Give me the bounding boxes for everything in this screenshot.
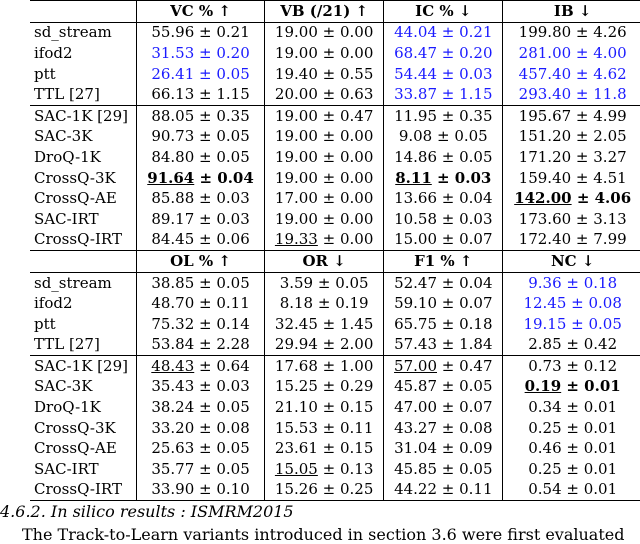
metric-cell: 44.04 ± 0.21 xyxy=(384,22,503,43)
metric-cell: 0.19 ± 0.01 xyxy=(524,377,621,396)
metric-cell: 32.45 ± 1.45 xyxy=(265,314,384,335)
column-header: IB ↓ xyxy=(503,1,640,23)
method-name: CrossQ-3K xyxy=(30,418,137,439)
table-row xyxy=(30,64,640,85)
metric-cell: 19.15 ± 0.05 xyxy=(523,314,622,333)
metric-cell: 31.53 ± 0.20 xyxy=(137,43,265,64)
method-name: CrossQ-AE xyxy=(30,438,137,459)
metric-cell: 8.11 ± 0.03 xyxy=(384,168,503,189)
metric-cell: 19.33 ± 0.00 xyxy=(265,230,384,251)
metric-cell: 13.66 ± 0.04 xyxy=(384,188,503,209)
metric-cell: 84.45 ± 0.06 xyxy=(137,230,265,251)
metric-cell: 15.25 ± 0.29 xyxy=(265,377,384,398)
metric-cell: 0.73 ± 0.12 xyxy=(503,356,640,377)
table-row xyxy=(30,438,640,459)
metric-cell: 199.80 ± 4.26 xyxy=(503,22,640,43)
metric-cell: 48.43 ± 0.64 xyxy=(137,356,265,377)
metric-cell: 89.17 ± 0.03 xyxy=(137,209,265,230)
metric-cell: 21.10 ± 0.15 xyxy=(265,397,384,418)
metric-cell: 20.00 ± 0.63 xyxy=(265,84,384,105)
metric-cell: 195.67 ± 4.99 xyxy=(503,105,640,126)
method-name: ptt xyxy=(30,314,137,335)
metric-cell: 171.20 ± 3.27 xyxy=(518,147,627,166)
metric-cell: 33.87 ± 1.15 xyxy=(384,84,503,105)
metric-cell: 0.54 ± 0.01 xyxy=(503,480,640,501)
metric-cell: 172.40 ± 7.99 xyxy=(518,230,627,249)
metric-cell: 88.05 ± 0.35 xyxy=(137,105,265,126)
metric-cell: 33.20 ± 0.08 xyxy=(137,418,265,439)
metric-cell: 173.60 ± 3.13 xyxy=(518,209,627,228)
method-name: SAC-1K [29] xyxy=(30,105,137,126)
method-name: DroQ-1K xyxy=(30,397,137,418)
metric-cell: 47.00 ± 0.07 xyxy=(384,397,503,418)
table-row xyxy=(30,127,640,148)
table-row xyxy=(30,84,640,105)
metric-cell: 9.08 ± 0.05 xyxy=(384,127,503,148)
metric-cell: 0.34 ± 0.01 xyxy=(528,398,618,417)
table-row xyxy=(30,209,640,230)
metric-cell: 17.00 ± 0.00 xyxy=(265,188,384,209)
metric-cell: 457.40 ± 4.62 xyxy=(518,64,627,83)
metric-cell: 0.25 ± 0.01 xyxy=(528,459,618,478)
method-name: TTL [27] xyxy=(30,335,137,356)
method-name: ifod2 xyxy=(30,293,137,314)
table-row xyxy=(30,22,640,43)
metric-cell: 17.68 ± 1.00 xyxy=(265,356,384,377)
method-name: TTL [27] xyxy=(30,84,137,105)
metric-cell: 68.47 ± 0.20 xyxy=(384,43,503,64)
metric-cell: 91.64 ± 0.04 xyxy=(137,168,265,189)
metric-cell: 19.00 ± 0.00 xyxy=(265,127,384,148)
metric-cell: 10.58 ± 0.03 xyxy=(384,209,503,230)
method-name: SAC-3K xyxy=(30,127,137,148)
metric-cell: 66.13 ± 1.15 xyxy=(137,84,265,105)
metric-cell: 0.46 ± 0.01 xyxy=(528,439,618,458)
metric-cell: 15.53 ± 0.11 xyxy=(265,418,384,439)
table-row xyxy=(30,188,640,209)
table-row xyxy=(30,230,640,251)
metric-cell: 29.94 ± 2.00 xyxy=(265,335,384,356)
metric-cell: 9.36 ± 0.18 xyxy=(503,272,640,293)
method-name: SAC-IRT xyxy=(30,209,137,230)
table-row xyxy=(30,272,640,293)
metric-cell: 3.59 ± 0.05 xyxy=(265,272,384,293)
metric-cell: 38.85 ± 0.05 xyxy=(137,272,265,293)
metric-cell: 14.86 ± 0.05 xyxy=(384,147,503,168)
metric-cell: 159.40 ± 4.51 xyxy=(518,168,627,187)
metric-cell: 15.05 ± 0.13 xyxy=(265,459,384,480)
method-name: SAC-IRT xyxy=(30,459,137,480)
method-name: CrossQ-AE xyxy=(30,188,137,209)
metric-cell: 65.75 ± 0.18 xyxy=(384,314,503,335)
table-row xyxy=(30,377,640,398)
table-row xyxy=(30,480,640,501)
column-header: OL % ↑ xyxy=(137,251,265,273)
metric-cell: 84.80 ± 0.05 xyxy=(137,147,265,168)
metric-cell: 35.77 ± 0.05 xyxy=(137,459,265,480)
metric-cell: 15.00 ± 0.07 xyxy=(384,230,503,251)
method-name: SAC-1K [29] xyxy=(30,356,137,377)
metric-cell: 19.00 ± 0.00 xyxy=(265,22,384,43)
metric-cell: 35.43 ± 0.03 xyxy=(137,377,265,398)
table-row xyxy=(30,314,640,335)
metric-cell: 31.04 ± 0.09 xyxy=(384,438,503,459)
metric-cell: 26.41 ± 0.05 xyxy=(137,64,265,85)
metric-cell: 0.25 ± 0.01 xyxy=(528,418,618,437)
metric-cell: 52.47 ± 0.04 xyxy=(384,272,503,293)
table-header-row xyxy=(30,1,640,23)
metric-cell: 11.95 ± 0.35 xyxy=(384,105,503,126)
metric-cell: 53.84 ± 2.28 xyxy=(137,335,265,356)
column-header: VB (/21) ↑ xyxy=(265,1,384,23)
method-name: DroQ-1K xyxy=(30,147,137,168)
metric-cell: 54.44 ± 0.03 xyxy=(384,64,503,85)
metric-cell: 151.20 ± 2.05 xyxy=(518,127,627,146)
table-row xyxy=(30,168,640,189)
metric-cell: 19.00 ± 0.00 xyxy=(265,147,384,168)
metric-cell: 19.00 ± 0.00 xyxy=(265,168,384,189)
method-name: CrossQ-IRT xyxy=(30,230,137,251)
metric-cell: 142.00 ± 4.06 xyxy=(514,189,632,208)
metric-cell: 90.73 ± 0.05 xyxy=(137,127,265,148)
method-name: sd_stream xyxy=(30,272,137,293)
metric-cell: 8.18 ± 0.19 xyxy=(265,293,384,314)
metric-cell: 55.96 ± 0.21 xyxy=(137,22,265,43)
column-header: VC % ↑ xyxy=(137,1,265,23)
table-row xyxy=(30,105,640,126)
results-table xyxy=(30,0,640,501)
metric-cell: 19.00 ± 0.00 xyxy=(265,43,384,64)
metric-cell: 281.00 ± 4.00 xyxy=(518,43,627,62)
column-header xyxy=(30,1,137,23)
column-header: OR ↓ xyxy=(265,251,384,273)
metric-cell: 15.26 ± 0.25 xyxy=(265,480,384,501)
table-row xyxy=(30,147,640,168)
metric-cell: 59.10 ± 0.07 xyxy=(384,293,503,314)
method-name: sd_stream xyxy=(30,22,137,43)
metric-cell: 45.87 ± 0.05 xyxy=(384,377,503,398)
metric-cell: 48.70 ± 0.11 xyxy=(137,293,265,314)
metric-cell: 33.90 ± 0.10 xyxy=(137,480,265,501)
column-header: IC % ↓ xyxy=(384,1,503,23)
table-row xyxy=(30,293,640,314)
metric-cell: 19.40 ± 0.55 xyxy=(265,64,384,85)
table-row xyxy=(30,459,640,480)
method-name: ifod2 xyxy=(30,43,137,64)
metric-cell: 19.00 ± 0.47 xyxy=(265,105,384,126)
method-name: SAC-3K xyxy=(30,377,137,398)
table-row xyxy=(30,43,640,64)
column-header: NC ↓ xyxy=(503,251,640,273)
metric-cell: 45.85 ± 0.05 xyxy=(384,459,503,480)
table-row xyxy=(30,335,640,356)
metric-cell: 85.88 ± 0.03 xyxy=(137,188,265,209)
metric-cell: 25.63 ± 0.05 xyxy=(137,438,265,459)
metric-cell: 12.45 ± 0.08 xyxy=(523,294,622,313)
method-name: CrossQ-IRT xyxy=(30,480,137,501)
column-header xyxy=(30,251,137,273)
metric-cell: 38.24 ± 0.05 xyxy=(137,397,265,418)
table-row xyxy=(30,418,640,439)
column-header: F1 % ↑ xyxy=(384,251,503,273)
metric-cell: 75.32 ± 0.14 xyxy=(137,314,265,335)
metric-cell: 2.85 ± 0.42 xyxy=(528,335,618,354)
metric-cell: 19.00 ± 0.00 xyxy=(265,209,384,230)
section-heading: 4.6.2. In silico results : ISMRM2015 xyxy=(0,502,294,521)
metric-cell: 57.00 ± 0.47 xyxy=(384,356,503,377)
metric-cell: 57.43 ± 1.84 xyxy=(384,335,503,356)
body-text-line: The Track-to-Learn variants introduced in section 3.6 were first evaluated xyxy=(22,525,625,544)
metric-cell: 23.61 ± 0.15 xyxy=(265,438,384,459)
table-row xyxy=(30,397,640,418)
method-name: CrossQ-3K xyxy=(30,168,137,189)
metric-cell: 44.22 ± 0.11 xyxy=(384,480,503,501)
table-row xyxy=(30,356,640,377)
metric-cell: 293.40 ± 11.8 xyxy=(518,85,627,104)
method-name: ptt xyxy=(30,64,137,85)
table-header-row xyxy=(30,251,640,273)
metric-cell: 43.27 ± 0.08 xyxy=(384,418,503,439)
